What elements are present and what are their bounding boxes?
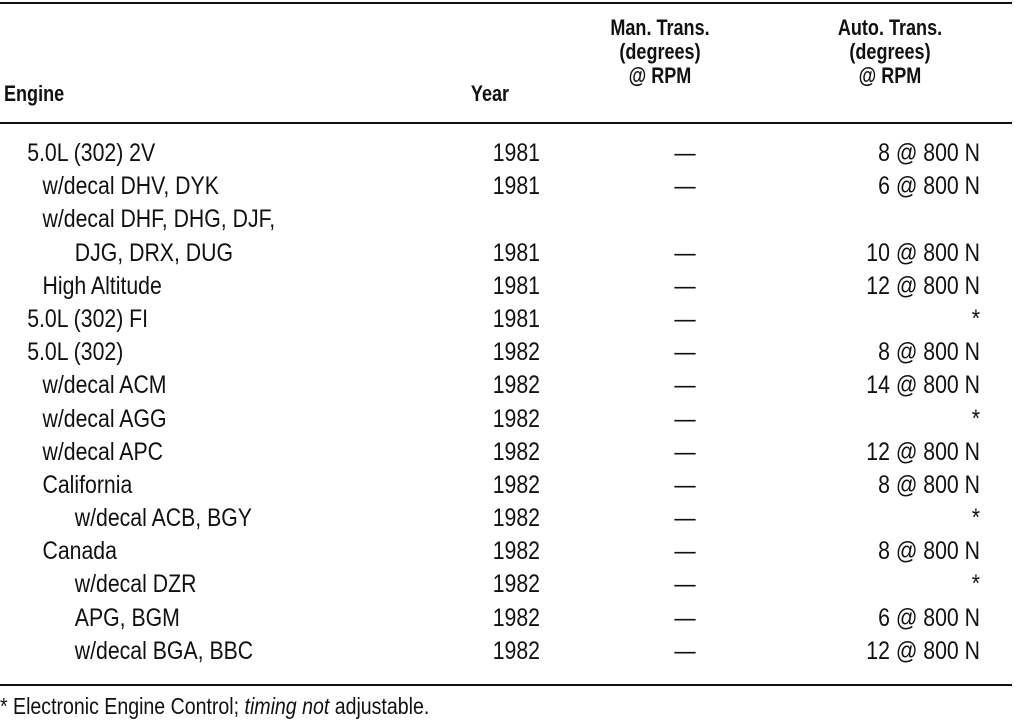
auto-trans-cell: * bbox=[971, 570, 980, 599]
auto-trans-cell: * bbox=[971, 304, 980, 333]
table-row bbox=[0, 337, 1012, 370]
table-row bbox=[0, 569, 1012, 602]
engine-cell: 5.0L (302) 2V bbox=[27, 139, 156, 167]
auto-trans-cell: 10 @ 800 N bbox=[866, 238, 980, 267]
table-row bbox=[0, 304, 1012, 337]
engine-cell: w/decal APC bbox=[42, 437, 163, 466]
man-trans-cell: — bbox=[674, 271, 696, 300]
header-man-line3: @ RPM bbox=[628, 63, 692, 88]
table-row bbox=[0, 138, 1012, 171]
man-trans-cell: — bbox=[674, 504, 696, 533]
footnote bbox=[0, 692, 429, 720]
footnote-text-3: adjustable. bbox=[329, 693, 430, 719]
man-trans-cell: — bbox=[674, 537, 696, 566]
auto-trans-cell: 8 @ 800 N bbox=[878, 537, 980, 566]
engine-cell: High Altitude bbox=[42, 271, 162, 300]
engine-cell: w/decal ACB, BGY bbox=[74, 504, 252, 533]
engine-cell: w/decal DHV, DYK bbox=[42, 172, 219, 201]
footnote-text-1: * Electronic Engine Control; bbox=[0, 693, 245, 719]
table-row bbox=[0, 536, 1012, 569]
man-trans-cell: — bbox=[674, 437, 696, 466]
header-auto-line2: (degrees) bbox=[849, 39, 931, 64]
year-cell: 1982 bbox=[492, 437, 540, 466]
engine-cell: 5.0L (302) bbox=[27, 338, 124, 367]
engine-cell: w/decal DHF, DHG, DJF, bbox=[42, 205, 276, 234]
year-cell: 1982 bbox=[492, 338, 540, 367]
year-cell: 1981 bbox=[492, 172, 540, 201]
year-cell: 1982 bbox=[492, 504, 540, 533]
auto-trans-cell: 12 @ 800 N bbox=[866, 636, 980, 665]
engine-cell: DJG, DRX, DUG bbox=[74, 238, 234, 267]
auto-trans-cell: 6 @ 800 N bbox=[878, 172, 980, 201]
header-man-line2: (degrees) bbox=[619, 39, 701, 64]
engine-cell: Canada bbox=[42, 537, 117, 566]
man-trans-cell: — bbox=[674, 139, 696, 167]
man-trans-cell: — bbox=[674, 636, 696, 665]
bottom-rule bbox=[0, 684, 1012, 686]
table-row bbox=[0, 636, 1012, 669]
table-row bbox=[0, 404, 1012, 437]
engine-cell: California bbox=[42, 470, 133, 499]
year-cell: 1981 bbox=[492, 304, 540, 333]
footnote-text-2: timing not bbox=[244, 693, 330, 719]
top-rule bbox=[0, 2, 1012, 4]
auto-trans-cell: 12 @ 800 N bbox=[866, 271, 980, 300]
year-cell: 1982 bbox=[492, 603, 540, 632]
engine-cell: APG, BGM bbox=[74, 603, 180, 632]
table-row bbox=[0, 437, 1012, 470]
year-cell: 1981 bbox=[492, 238, 540, 267]
table-row bbox=[0, 204, 1012, 237]
header-engine-label: Engine bbox=[4, 81, 65, 106]
table-row bbox=[0, 603, 1012, 636]
header-auto-trans bbox=[808, 16, 972, 88]
man-trans-cell: — bbox=[674, 304, 696, 333]
year-cell: 1982 bbox=[492, 537, 540, 566]
auto-trans-cell: 8 @ 800 N bbox=[878, 470, 980, 499]
engine-cell: w/decal DZR bbox=[74, 570, 197, 599]
auto-trans-cell: * bbox=[971, 404, 980, 433]
man-trans-cell: — bbox=[674, 570, 696, 599]
auto-trans-cell: 14 @ 800 N bbox=[866, 371, 980, 400]
year-cell: 1982 bbox=[492, 570, 540, 599]
header-man-line1: Man. Trans. bbox=[610, 15, 710, 40]
man-trans-cell: — bbox=[674, 470, 696, 499]
man-trans-cell: — bbox=[674, 371, 696, 400]
engine-cell: w/decal BGA, BBC bbox=[74, 636, 254, 665]
auto-trans-cell: 12 @ 800 N bbox=[866, 437, 980, 466]
year-cell: 1982 bbox=[492, 404, 540, 433]
header-man-trans bbox=[578, 16, 742, 88]
table-row bbox=[0, 271, 1012, 304]
table-row bbox=[0, 238, 1012, 271]
auto-trans-cell: 6 @ 800 N bbox=[878, 603, 980, 632]
header-engine bbox=[4, 82, 64, 106]
year-cell: 1982 bbox=[492, 470, 540, 499]
year-cell: 1981 bbox=[492, 271, 540, 300]
auto-trans-cell: 8 @ 800 N bbox=[878, 139, 980, 167]
table-row bbox=[0, 503, 1012, 536]
header-auto-line1: Auto. Trans. bbox=[837, 15, 943, 40]
engine-cell: w/decal ACM bbox=[42, 371, 167, 400]
engine-cell: w/decal AGG bbox=[42, 404, 167, 433]
header-auto-line3: @ RPM bbox=[858, 63, 922, 88]
year-cell: 1982 bbox=[492, 371, 540, 400]
table-row bbox=[0, 370, 1012, 403]
table-row bbox=[0, 470, 1012, 503]
table-row bbox=[0, 171, 1012, 204]
auto-trans-cell: 8 @ 800 N bbox=[878, 338, 980, 367]
man-trans-cell: — bbox=[674, 338, 696, 367]
header-rule bbox=[0, 122, 1012, 124]
year-cell: 1982 bbox=[492, 636, 540, 665]
header-year-label: Year bbox=[470, 81, 510, 106]
man-trans-cell: — bbox=[674, 238, 696, 267]
man-trans-cell: — bbox=[674, 603, 696, 632]
engine-cell: 5.0L (302) FI bbox=[27, 304, 149, 333]
table-body bbox=[0, 138, 1012, 669]
auto-trans-cell: * bbox=[971, 504, 980, 533]
year-cell: 1981 bbox=[492, 139, 540, 167]
header-year bbox=[441, 82, 539, 106]
man-trans-cell: — bbox=[674, 172, 696, 201]
man-trans-cell: — bbox=[674, 404, 696, 433]
